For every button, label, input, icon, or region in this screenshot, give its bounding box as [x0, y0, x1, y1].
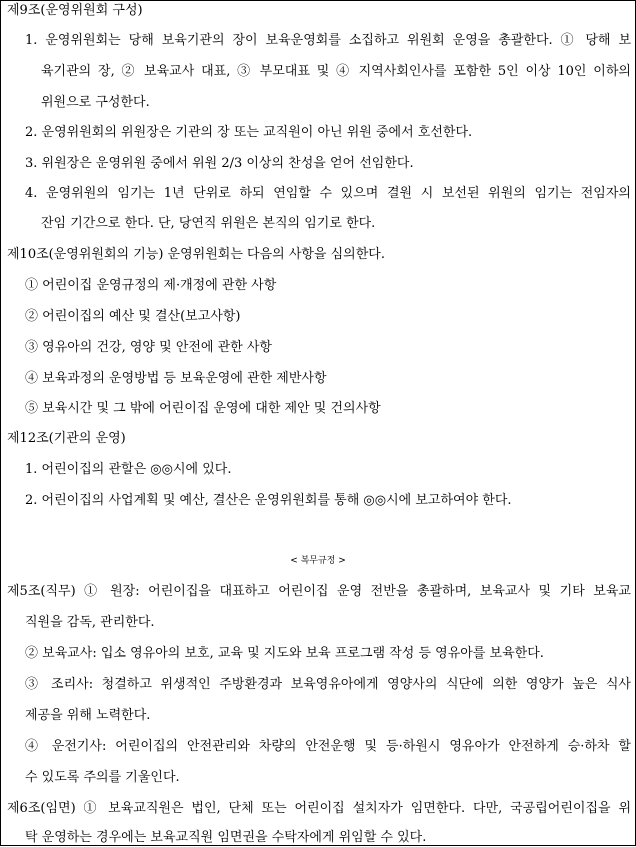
article-9-heading: 제9조(운영위원회 구성)	[7, 3, 143, 18]
article-9-item-4-line-1: 4. 운영위원의 임기는 1년 단위로 하되 연임할 수 있으며 결원 시 보선된 위원의 임기는 전임자의	[25, 186, 631, 201]
article-6-line-2: 탁 운영하는 경우에는 보육교직원 임면권을 수탁자에게 위임할 수 있다.	[25, 830, 427, 845]
article-12-item-2: 2. 어린이집의 사업계획 및 예산, 결산은 운영위원회를 통해 ◎◎시에 보고하여야 한다.	[25, 493, 512, 508]
article-6-line-1: 제6조(임면) ① 보육교직원은 법인, 단체 또는 어린이집 설치자가 임면한다. 다만, 국공립어린이집을 위	[7, 801, 631, 816]
article-10-item-1: ① 어린이집 운영규정의 제·개정에 관한 사항	[25, 278, 277, 293]
article-5-item-3-line-1: ③ 조리사: 청결하고 위생적인 주방환경과 보육영유아에게 영양사의 식단에 의한 영양가 높은 식사	[25, 677, 631, 692]
article-9-item-2: 2. 운영위원회의 위원장은 기관의 장 또는 교직원이 아닌 위원 중에서 호선한다.	[25, 125, 473, 140]
article-5-item-4-line-1: ④ 운전기사: 어린이집의 안전관리와 차량의 안전운행 및 등·하원시 영유아가 안전하게 승·하차 할	[25, 739, 631, 754]
article-9-item-1-line-3: 위원으로 구성한다.	[41, 95, 150, 110]
section-title-service-rules: < 복무규정 >	[290, 556, 346, 566]
article-10-item-4: ④ 보육과정의 운영방법 등 보육운영에 관한 제반사항	[25, 371, 327, 386]
article-10-heading: 제10조(운영위원회의 기능) 운영위원회는 다음의 사항을 심의한다.	[7, 247, 385, 262]
article-10-item-2: ② 어린이집의 예산 및 결산(보고사항)	[25, 309, 241, 324]
article-9-item-1-line-2: 육기관의 장, ② 보육교사 대표, ③ 부모대표 및 ④ 지역사회인사를 포함한 5인 이상 10인 이하의	[41, 64, 631, 79]
article-9-item-3: 3. 위원장은 운영위원 중에서 위원 2/3 이상의 찬성을 얻어 선임한다.	[25, 156, 414, 171]
article-12-item-1: 1. 어린이집의 관할은 ◎◎시에 있다.	[25, 462, 232, 477]
article-5-line-2: 직원을 감독, 관리한다.	[25, 615, 155, 630]
article-9-item-4-line-2: 잔임 기간으로 한다. 단, 당연직 위원은 본직의 임기로 한다.	[41, 216, 376, 231]
article-10-item-3: ③ 영유아의 건강, 영양 및 안전에 관한 사항	[25, 340, 272, 355]
article-9-item-1-line-1: 1. 운영위원회는 당해 보육기관의 장이 보육운영회를 소집하고 위원회 운영을 총괄한다. ① 당해 보	[25, 33, 631, 48]
article-5-item-3-line-2: 제공을 위해 노력한다.	[25, 708, 151, 723]
article-5-line-1: 제5조(직무) ① 원장: 어린이집을 대표하고 어린이집 운영 전반을 총괄하며, 보육교사 및 기타 보육교	[7, 584, 631, 599]
article-12-heading: 제12조(기관의 운영)	[7, 431, 126, 446]
article-5-item-2: ② 보육교사: 입소 영유아의 보호, 교육 및 지도와 보육 프로그램 작성 등 영유아를 보육한다.	[25, 646, 544, 661]
article-10-item-5: ⑤ 보육시간 및 그 밖에 어린이집 운영에 대한 제안 및 건의사항	[25, 401, 381, 416]
article-5-item-4-line-2: 수 있도록 주의를 기울인다.	[25, 770, 180, 785]
